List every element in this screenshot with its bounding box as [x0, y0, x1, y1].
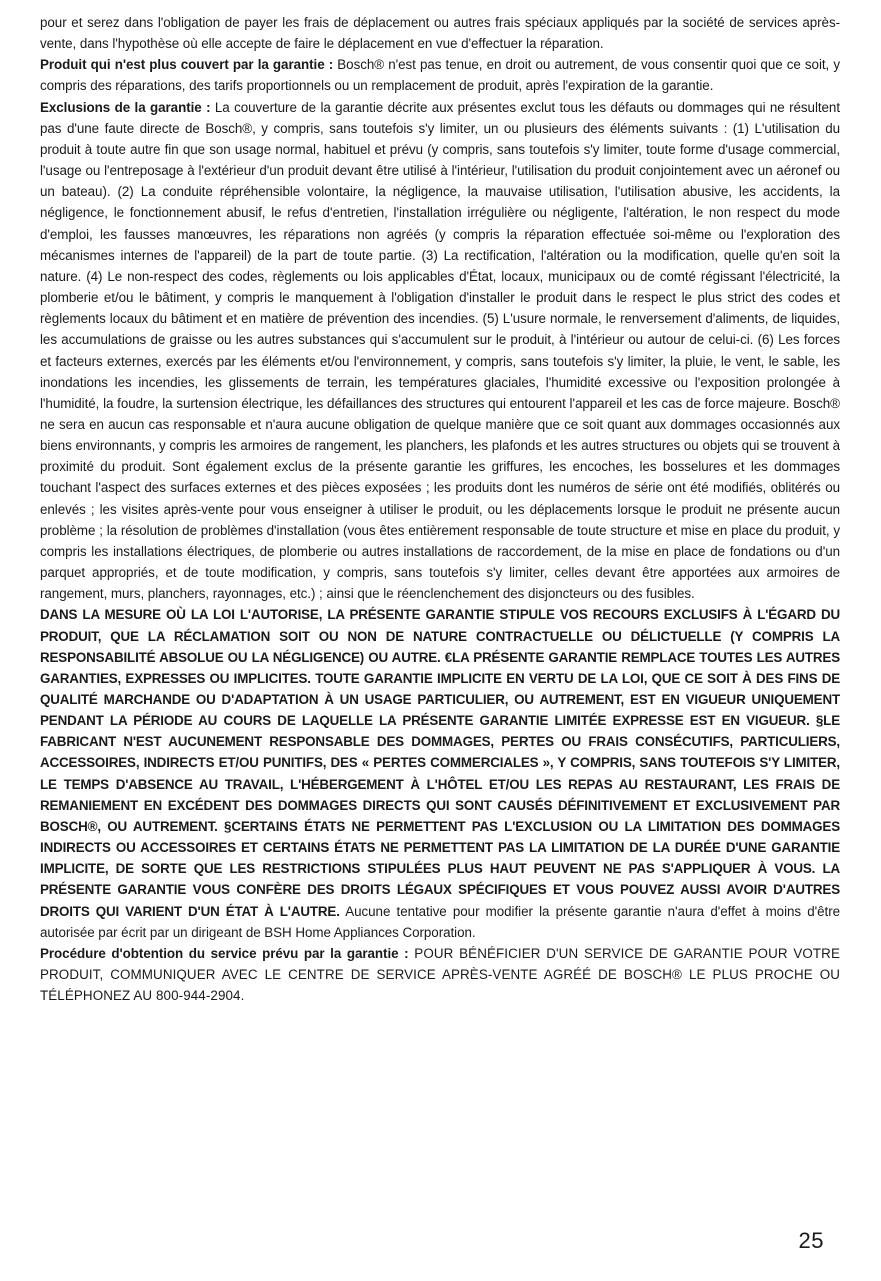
- paragraph-text: POUR BÉNÉFICIER D'UN SERVICE DE GARANTIE POUR VOTRE PRODUIT, COMMUNIQUER AVEC LE CENTRE DE SERVICE APRÈS-VENTE AGRÉÉ DE BOSCH® LE PLUS PROCHE OU TÉLÉPHONEZ AU 800-944-2904.: [40, 945, 840, 1004]
- section-heading-exclusions: Exclusions de la garantie :: [40, 99, 211, 115]
- warranty-text-body: [40, 12, 840, 1006]
- paragraph-service-procedure: [40, 943, 840, 1006]
- section-heading-service-procedure: Procédure d'obtention du service prévu par la garantie :: [40, 945, 409, 961]
- paragraph-limitation-of-liability: [40, 604, 840, 943]
- paragraph-out-of-warranty: [40, 54, 840, 96]
- paragraph-text: Bosch® n'est pas tenue, en droit ou autrement, de vous consentir quoi que ce soit, y compris des réparations, des tarifs proportionnels ou un remplacement de produit, après l'expiration de la garantie.: [40, 57, 840, 94]
- section-heading-out-of-warranty: Produit qui n'est plus couvert par la garantie :: [40, 57, 334, 73]
- paragraph-text: La couverture de la garantie décrite aux présentes exclut tous les défauts ou dommages qui ne résultent pas d'une faute directe de Bosch®, y compris, sans toutefois s'y limiter, un ou plusieurs des éléments suivants : (1) L'utilisation du produit à toute autre fin que son usage normal, habituel et prévu (y compris, sans toutefois s'y limiter, toute forme d'usage commercial, l'usage ou l'entreposage à l'extérieur d'un produit devant être utilisé à l'intérieur, l'utilisation du produit conjointement avec un aéronef ou un bateau). (2) La conduite répréhensible volontaire, la négligence, la mauvaise utilisation, l'utilisation abusive, les accidents, la négligence, le fonctionnement abusif, le refus d'entretien, l'installation irrégulière ou négligente, l'altération, le non respect du mode d'emploi, les fausses manœuvres, les réparations non agréés (y compris la réparation effectuée soi-même ou l'exploration des mécanismes internes de l'appareil) de la part de toute partie. (3) La rectification, l'altération ou la modification, quelle qu'en soit la nature. (4) Le non-respect des codes, règlements ou lois applicables d'État, locaux, municipaux ou de comté régissant l'électricité, la plomberie et/ou le bâtiment, y compris le manquement à l'obligation d'installer le produit dans le respect le plus strict des codes et règlements locaux du bâtiment et en matière de prévention des incendies. (5) L'usure normale, le renversement d'aliments, de liquides, les accumulations de graisse ou les autres substances qui s'accumulent sur le produit, à l'intérieur ou autour de celui-ci. (6) Les forces et facteurs externes, exercés par les éléments et/ou l'environnement, y compris, sans toutefois s'y limiter, la pluie, le vent, le sable, les inondations les incendies, les glissements de terrain, les températures glaciales, l'humidité excessive ou l'exposition prolongée à l'humidité, la foudre, la surtension électrique, les défaillances des structures qui entourent l'appareil et les cas de force majeure. Bosch® ne sera en aucun cas responsable et n'aura aucune obligation de quelque manière que ce soit quant aux dommages occasionnés aux biens environnants, y compris les armoires de rangement, les planchers, les plafonds et les autres structures ou objets qui se trouvent à proximité du produit. Sont également exclus de la présente garantie les griffures, les encoches, les bosselures et les dommages touchant l'aspect des surfaces externes et des pièces exposées ; les produits dont les numéros de série ont été modifiés, oblitérés ou enlevés ; les visites après-vente pour vous enseigner à utiliser le produit, ou les déplacements lorsque le produit ne présente aucun problème ; la résolution de problèmes d'installation (vous êtes entièrement responsable de toute structure et mise en place du produit, y compris les installations électriques, de plomberie ou autres installations de raccordement, de la mise en place de fondations ou d'un parquet appropriés, et de toute modification, y compris, sans toutefois s'y limiter, celles devant être apportées aux armoires de rangement, murs, planchers, rayonnages, etc.) ; ainsi que le réenclenchement des disjoncteurs ou des fusibles.: [40, 99, 841, 602]
- liability-disclaimer-caps: DANS LA MESURE OÙ LA LOI L'AUTORISE, LA PRÉSENTE GARANTIE STIPULE VOS RECOURS EXCLUSIFS À L'ÉGARD DU PRODUIT, QUE LA RÉCLAMATION SOIT OU NON DE NATURE CONTRACTUELLE OU DÉLICTUELLE (Y COMPRIS LA RESPONSABILITÉ ABSOLUE OU LA NÉGLIGENCE) OU AUTRE. €LA PRÉSENTE GARANTIE REMPLACE TOUTES LES AUTRES GARANTIES, EXPRESSES OU IMPLICITES. TOUTE GARANTIE IMPLICITE EN VERTU DE LA LOI, QUE CE SOIT À DES FINS DE QUALITÉ MARCHANDE OU D'ADAPTATION À UN USAGE PARTICULIER, OU AUTREMENT, EST EN VIGUEUR UNIQUEMENT PENDANT LA PÉRIODE AU COURS DE LAQUELLE LA PRÉSENTE GARANTIE LIMITÉE EXPRESSE EST EN VIGUEUR. §LE FABRICANT N'EST AUCUNEMENT RESPONSABLE DES DOMMAGES, PERTES OU FRAIS CONSÉCUTIFS, PARTICULIERS, ACCESSOIRES, INDIRECTS ET/OU PUNITIFS, DES « PERTES COMMERCIALES », Y COMPRIS, SANS TOUTEFOIS S'Y LIMITER, LE TEMPS D'ABSENCE AU TRAVAIL, L'HÉBERGEMENT À L'HÔTEL ET/OU LES REPAS AU RESTAURANT, LES FRAIS DE REMANIEMENT EN EXCÉDENT DES DOMMAGES DIRECTS QUI SONT CAUSÉS DÉFINITIVEMENT ET EXCLUSIVEMENT PAR BOSCH®, OU AUTREMENT. §CERTAINS ÉTATS NE PERMETTENT PAS L'EXCLUSION OU LA LIMITATION DES DOMMAGES INDIRECTS OU ACCESSOIRES ET CERTAINS ÉTATS NE PERMETTENT PAS LA LIMITATION DE LA DURÉE D'UNE GARANTIE IMPLICITE, DE SORTE QUE LES RESTRICTIONS STIPULÉES PLUS HAUT PEUVENT NE PAS S'APPLIQUER À VOUS. LA PRÉSENTE GARANTIE VOUS CONFÈRE DES DROITS LÉGAUX SPÉCIFIQUES ET VOUS POUVEZ AUSSI AVOIR D'AUTRES DROITS QUI VARIENT D'UN ÉTAT À L'AUTRE.: [40, 607, 840, 919]
- paragraph-text: pour et serez dans l'obligation de payer les frais de déplacement ou autres frais spéciaux appliqués par la société de services après-vente, dans l'hypothèse où elle accepte de faire le déplacement en vue d'effectuer la réparation.: [40, 15, 840, 52]
- paragraph-travel-fees: [40, 12, 840, 54]
- paragraph-exclusions: [40, 97, 840, 605]
- page-number: 25: [798, 1228, 824, 1253]
- paragraph-text: Aucune tentative pour modifier la présente garantie n'aura d'effet à moins d'être autorisée par écrit par un dirigeant de BSH Home Appliances Corporation.: [40, 903, 840, 940]
